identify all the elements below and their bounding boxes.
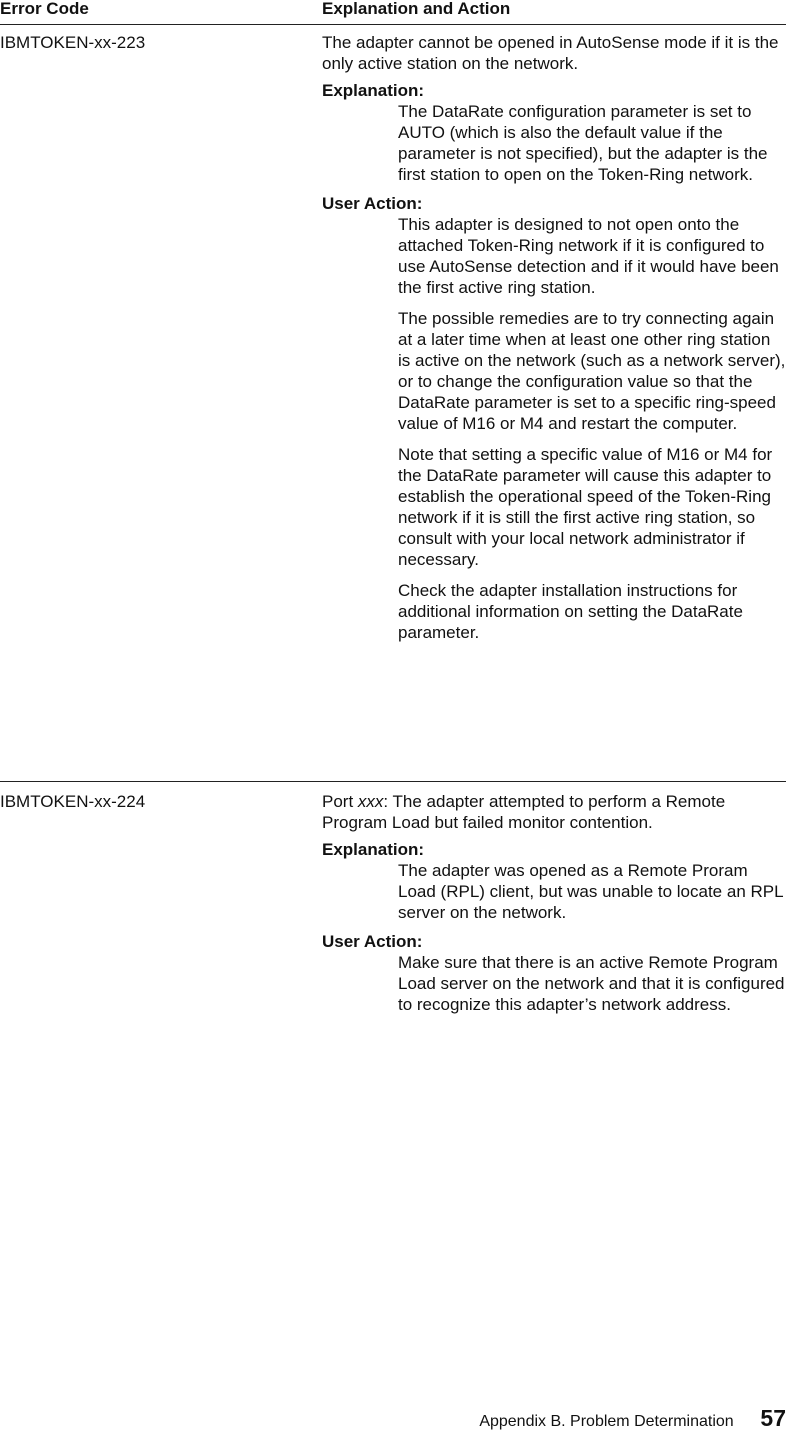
port-variable: xxx <box>357 792 384 811</box>
explanation-text: The adapter was opened as a Remote Proram Load (RPL) client, but was unable to locate an RPL server on the network. <box>398 861 783 922</box>
user-action-text-block <box>322 952 786 1015</box>
explanation-label: Explanation: <box>322 840 425 859</box>
entry-body <box>322 791 786 1023</box>
user-action-paragraph: Make sure that there is an active Remote Program Load server on the network and that it is configured to recognize this adapter’s network address. <box>398 953 785 1014</box>
column-header-error-code: Error Code <box>0 0 89 18</box>
footer-section-title: Appendix B. Problem Determination <box>479 1413 734 1430</box>
explanation-text-block <box>322 101 786 185</box>
user-action-paragraph: This adapter is designed to not open onto the attached Token-Ring network if it is configured to use AutoSense detection and if it would have been the first active ring station. <box>398 215 779 297</box>
user-action-paragraph: Note that setting a specific value of M16 or M4 for the DataRate parameter will cause this adapter to establish the operational speed of the Token-Ring network if it is still the first active ring station, so consult with your local network administrator if necessary. <box>398 445 773 569</box>
user-action-paragraph: The possible remedies are to try connecting again at a later time when at least one other ring station is active on the network (such as a network server), or to change the configuration value so that the DataRate parameter is set to a specific ring-speed value of M16 or M4 and restart the computer. <box>398 309 786 433</box>
user-action-label: User Action: <box>322 194 423 213</box>
explanation-label: Explanation: <box>322 81 425 100</box>
summary-rest: : The adapter attempted to perform a Remote Program Load but failed monitor contention. <box>322 792 726 832</box>
explanation-text: The DataRate configuration parameter is set to AUTO (which is also the default value if the parameter is not specified), but the adapter is the first station to open on the Token-Ring network. <box>398 102 768 184</box>
header-rule <box>0 24 786 25</box>
entry-divider <box>0 781 786 782</box>
user-action-label: User Action: <box>322 932 423 951</box>
error-code: IBMTOKEN-xx-224 <box>0 792 146 811</box>
error-code: IBMTOKEN-xx-223 <box>0 33 146 52</box>
user-action-text-block <box>322 214 786 643</box>
error-summary: The adapter cannot be opened in AutoSense mode if it is the only active station on the network. <box>322 33 779 73</box>
summary-prefix: Port <box>322 792 358 811</box>
error-summary <box>322 791 786 833</box>
entry-body <box>322 32 786 651</box>
page-number: 57 <box>760 1405 786 1431</box>
column-header-explanation: Explanation and Action <box>322 0 511 18</box>
explanation-text-block <box>322 860 786 923</box>
user-action-paragraph: Check the adapter installation instructions for additional information on setting the DataRate parameter. <box>398 581 743 642</box>
page-footer <box>479 1405 786 1432</box>
